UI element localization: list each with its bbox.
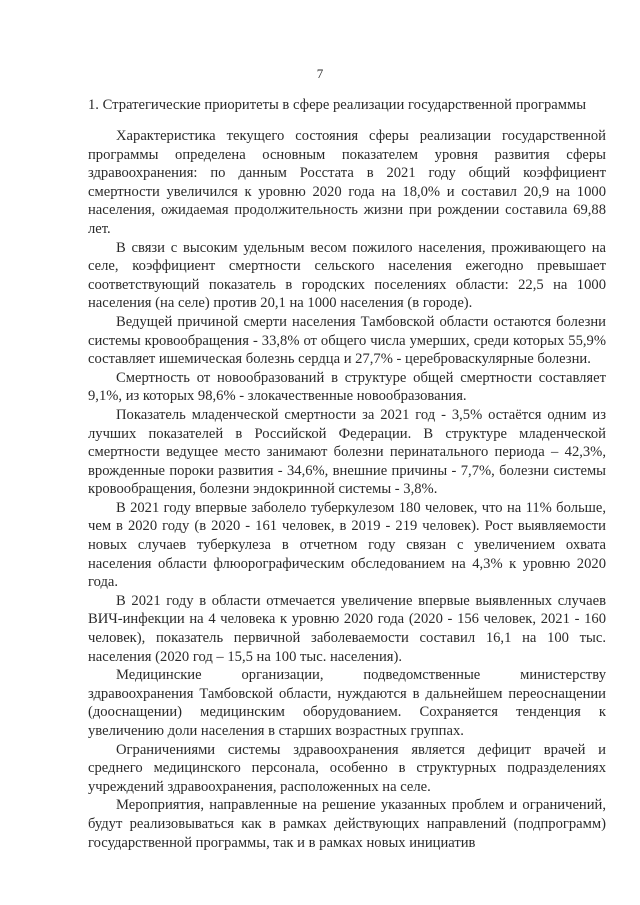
paragraph-medical-equipment: Медицинские организации, подведомственные министерству здравоохранения Тамбовской области, нуждаются в дальнейшем переоснащении (дооснащении) медицинским оборудованием. Сохраняется тенденция к увеличению доли населения в старших возрастных группах. bbox=[88, 667, 606, 739]
page-number: 7 bbox=[316, 66, 324, 81]
paragraph-infant-mortality: Показатель младенческой смертности за 2021 год - 3,5% остаётся одним из лучших показателей в Российской Федерации. В структуре младенческой смертности ведущее место занимают болезни перинатального периода – 42,3%, врожденные пороки развития - 34,6%, внешние причины - 7,7%, болезни системы кровообращения, болезни эндокринной системы - 3,8%. bbox=[88, 406, 606, 498]
paragraph-health-status: Характеристика текущего состояния сферы реализации государственной программы определена основным показателем уровня развития сферы здравоохранения: по данным Росстата в 2021 году общий коэффициент смертности увеличился к уровню 2020 года на 18,0% и составил 20,9 на 1000 населения, ожидаемая продолжительность жизни при рождении составила 69,88 лет. bbox=[88, 128, 606, 237]
paragraph-measures: Мероприятия, направленные на решение указанных проблем и ограничений, будут реализовываться как в рамках действующих направлений (подпрограмм) государственной программы, так и в рамках новых инициатив bbox=[88, 797, 606, 851]
paragraph-hiv: В 2021 году в области отмечается увеличение впервые выявленных случаев ВИЧ-инфекции на 4 человека к уровню 2020 года (2020 - 156 человек, 2021 - 160 человек), показатель первичной заболеваемости составил 16,1 на 100 тыс. населения (2020 год – 15,5 на 100 тыс. населения). bbox=[88, 592, 606, 665]
document-body bbox=[88, 127, 606, 852]
paragraph-rural-mortality: В связи с высоким удельным весом пожилого населения, проживающего на селе, коэффициент смертности сельского населения ежегодно превышает соответствующий показатель в городских поселениях области: 22,5 на 1000 населения (на селе) против 20,1 на 1000 населения (в городе). bbox=[88, 239, 606, 312]
paragraph-cardiovascular: Ведущей причиной смерти населения Тамбовской области остаются болезни системы кровообращения - 33,8% от общего числа умерших, среди которых 55,9% составляет ишемическая болезнь сердца и 27,7% - цереброваскулярные болезни. bbox=[88, 313, 606, 368]
paragraph-neoplasms: Смертность от новообразований в структуре общей смертности составляет 9,1%, из которых 98,6% - злокачественные новообразования. bbox=[88, 369, 606, 405]
paragraph-staff-shortage: Ограничениями системы здравоохранения является дефицит врачей и среднего медицинского персонала, особенно в структурных подразделениях учреждений здравоохранения, расположенных на селе. bbox=[88, 741, 606, 795]
section-heading: 1. Стратегические приоритеты в сфере реализации государственной программы bbox=[88, 97, 587, 113]
paragraph-tuberculosis: В 2021 году впервые заболело туберкулезом 180 человек, что на 11% больше, чем в 2020 году (в 2020 - 161 человек, в 2019 - 219 человек). Рост выявляемости новых случаев туберкулеза в отчетном году связан с увеличением охвата населения области флюорографическим обследованием на 4,3% к уровню 2020 года. bbox=[88, 499, 606, 591]
